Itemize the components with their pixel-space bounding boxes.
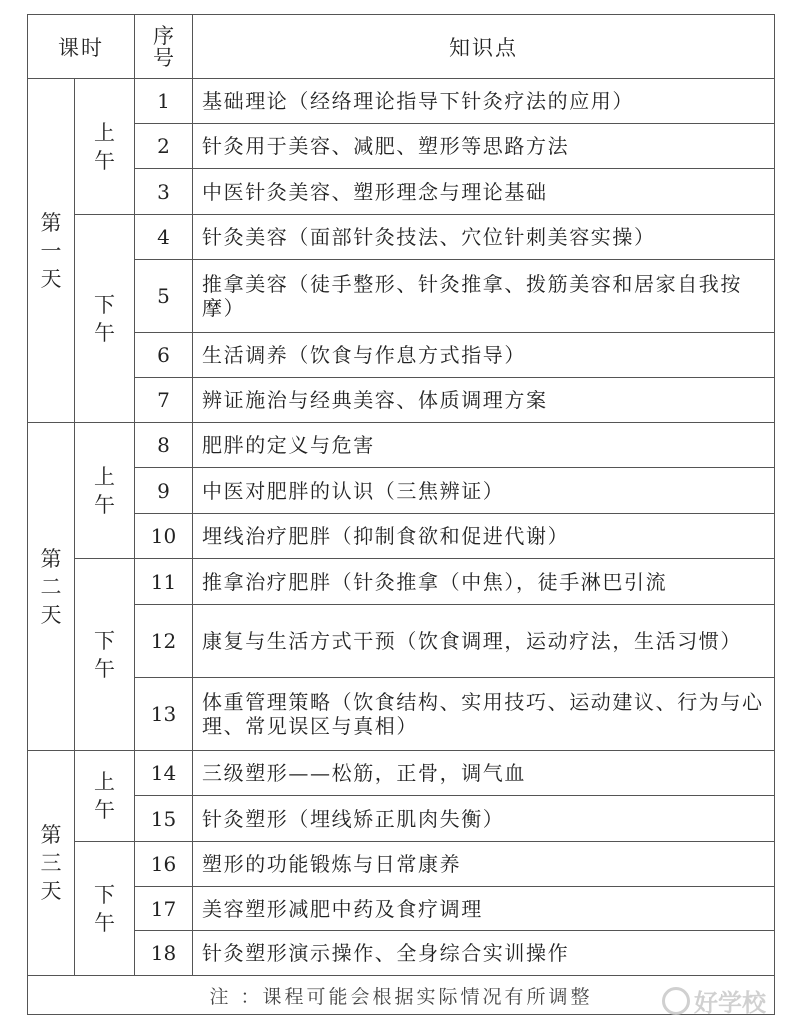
table-row xyxy=(28,678,775,751)
seq-number: 16 xyxy=(135,842,193,887)
topic-text: 针灸塑形演示操作、全身综合实训操作 xyxy=(193,931,775,976)
seq-number: 11 xyxy=(135,559,193,605)
table-header-row xyxy=(28,15,775,79)
seq-number: 5 xyxy=(135,260,193,333)
half-day-label: 上 午 xyxy=(75,751,135,842)
seq-number: 9 xyxy=(135,468,193,514)
half-day-label: 下 午 xyxy=(75,215,135,423)
topic-text: 生活调养（饮食与作息方式指导） xyxy=(193,333,775,378)
half-day-label: 下 午 xyxy=(75,842,135,976)
seq-number: 12 xyxy=(135,605,193,678)
table-row xyxy=(28,751,775,796)
watermark-text: 好学校 xyxy=(694,989,766,1017)
seq-number: 8 xyxy=(135,423,193,468)
table-row xyxy=(28,842,775,887)
note-text: 注 ：课程可能会根据实际情况有所调整 xyxy=(28,976,775,1015)
topic-text: 推拿美容（徒手整形、针灸推拿、拨筋美容和居家自我按摩） xyxy=(193,260,775,333)
table-row xyxy=(28,796,775,842)
course-schedule xyxy=(27,14,774,1015)
topic-text: 针灸美容（面部针灸技法、穴位针刺美容实操） xyxy=(193,215,775,260)
table-row xyxy=(28,423,775,468)
table-row xyxy=(28,378,775,423)
half-day-label: 上 午 xyxy=(75,423,135,559)
topic-text: 三级塑形——松筋，正骨，调气血 xyxy=(193,751,775,796)
table-row xyxy=(28,605,775,678)
table-row xyxy=(28,514,775,559)
seq-number: 3 xyxy=(135,169,193,215)
seq-number: 17 xyxy=(135,887,193,931)
table-row xyxy=(28,260,775,333)
seq-number: 7 xyxy=(135,378,193,423)
table-row xyxy=(28,215,775,260)
seq-number: 1 xyxy=(135,79,193,124)
day-label: 第 二 天 xyxy=(28,423,75,751)
topic-text: 体重管理策略（饮食结构、实用技巧、运动建议、行为与心理、常见误区与真相） xyxy=(193,678,775,751)
seq-number: 18 xyxy=(135,931,193,976)
seq-number: 6 xyxy=(135,333,193,378)
table-row xyxy=(28,887,775,931)
table-row xyxy=(28,124,775,169)
half-day-label: 下 午 xyxy=(75,559,135,751)
seq-number: 10 xyxy=(135,514,193,559)
seq-number: 13 xyxy=(135,678,193,751)
half-day-label: 上 午 xyxy=(75,79,135,215)
topic-text: 基础理论（经络理论指导下针灸疗法的应用） xyxy=(193,79,775,124)
topic-text: 推拿治疗肥胖（针灸推拿（中焦），徒手淋巴引流 xyxy=(193,559,775,605)
topic-text: 针灸用于美容、减肥、塑形等思路方法 xyxy=(193,124,775,169)
topic-text: 辨证施治与经典美容、体质调理方案 xyxy=(193,378,775,423)
table-row xyxy=(28,931,775,976)
watermark-logo xyxy=(662,983,766,1018)
day-label: 第 一 天 xyxy=(28,79,75,423)
seq-number: 15 xyxy=(135,796,193,842)
topic-text: 中医针灸美容、塑形理念与理论基础 xyxy=(193,169,775,215)
topic-text: 中医对肥胖的认识（三焦辨证） xyxy=(193,468,775,514)
day-label: 第 三 天 xyxy=(28,751,75,976)
table-row xyxy=(28,79,775,124)
header-lesson: 课时 xyxy=(28,15,135,79)
topic-text: 肥胖的定义与危害 xyxy=(193,423,775,468)
table-row xyxy=(28,468,775,514)
watermark-circle-icon xyxy=(662,987,690,1015)
table-row xyxy=(28,169,775,215)
header-seq xyxy=(135,15,193,79)
table-row xyxy=(28,333,775,378)
topic-text: 康复与生活方式干预（饮食调理，运动疗法，生活习惯） xyxy=(193,605,775,678)
topic-text: 埋线治疗肥胖（抑制食欲和促进代谢） xyxy=(193,514,775,559)
topic-text: 塑形的功能锻炼与日常康养 xyxy=(193,842,775,887)
table-row xyxy=(28,559,775,605)
seq-number: 2 xyxy=(135,124,193,169)
schedule-body xyxy=(28,79,775,976)
seq-number: 4 xyxy=(135,215,193,260)
schedule-table xyxy=(27,14,775,1015)
seq-number: 14 xyxy=(135,751,193,796)
topic-text: 美容塑形减肥中药及食疗调理 xyxy=(193,887,775,931)
header-seq-text: 序号 xyxy=(153,23,174,70)
topic-text: 针灸塑形（埋线矫正肌肉失衡） xyxy=(193,796,775,842)
header-topic: 知识点 xyxy=(193,15,775,79)
